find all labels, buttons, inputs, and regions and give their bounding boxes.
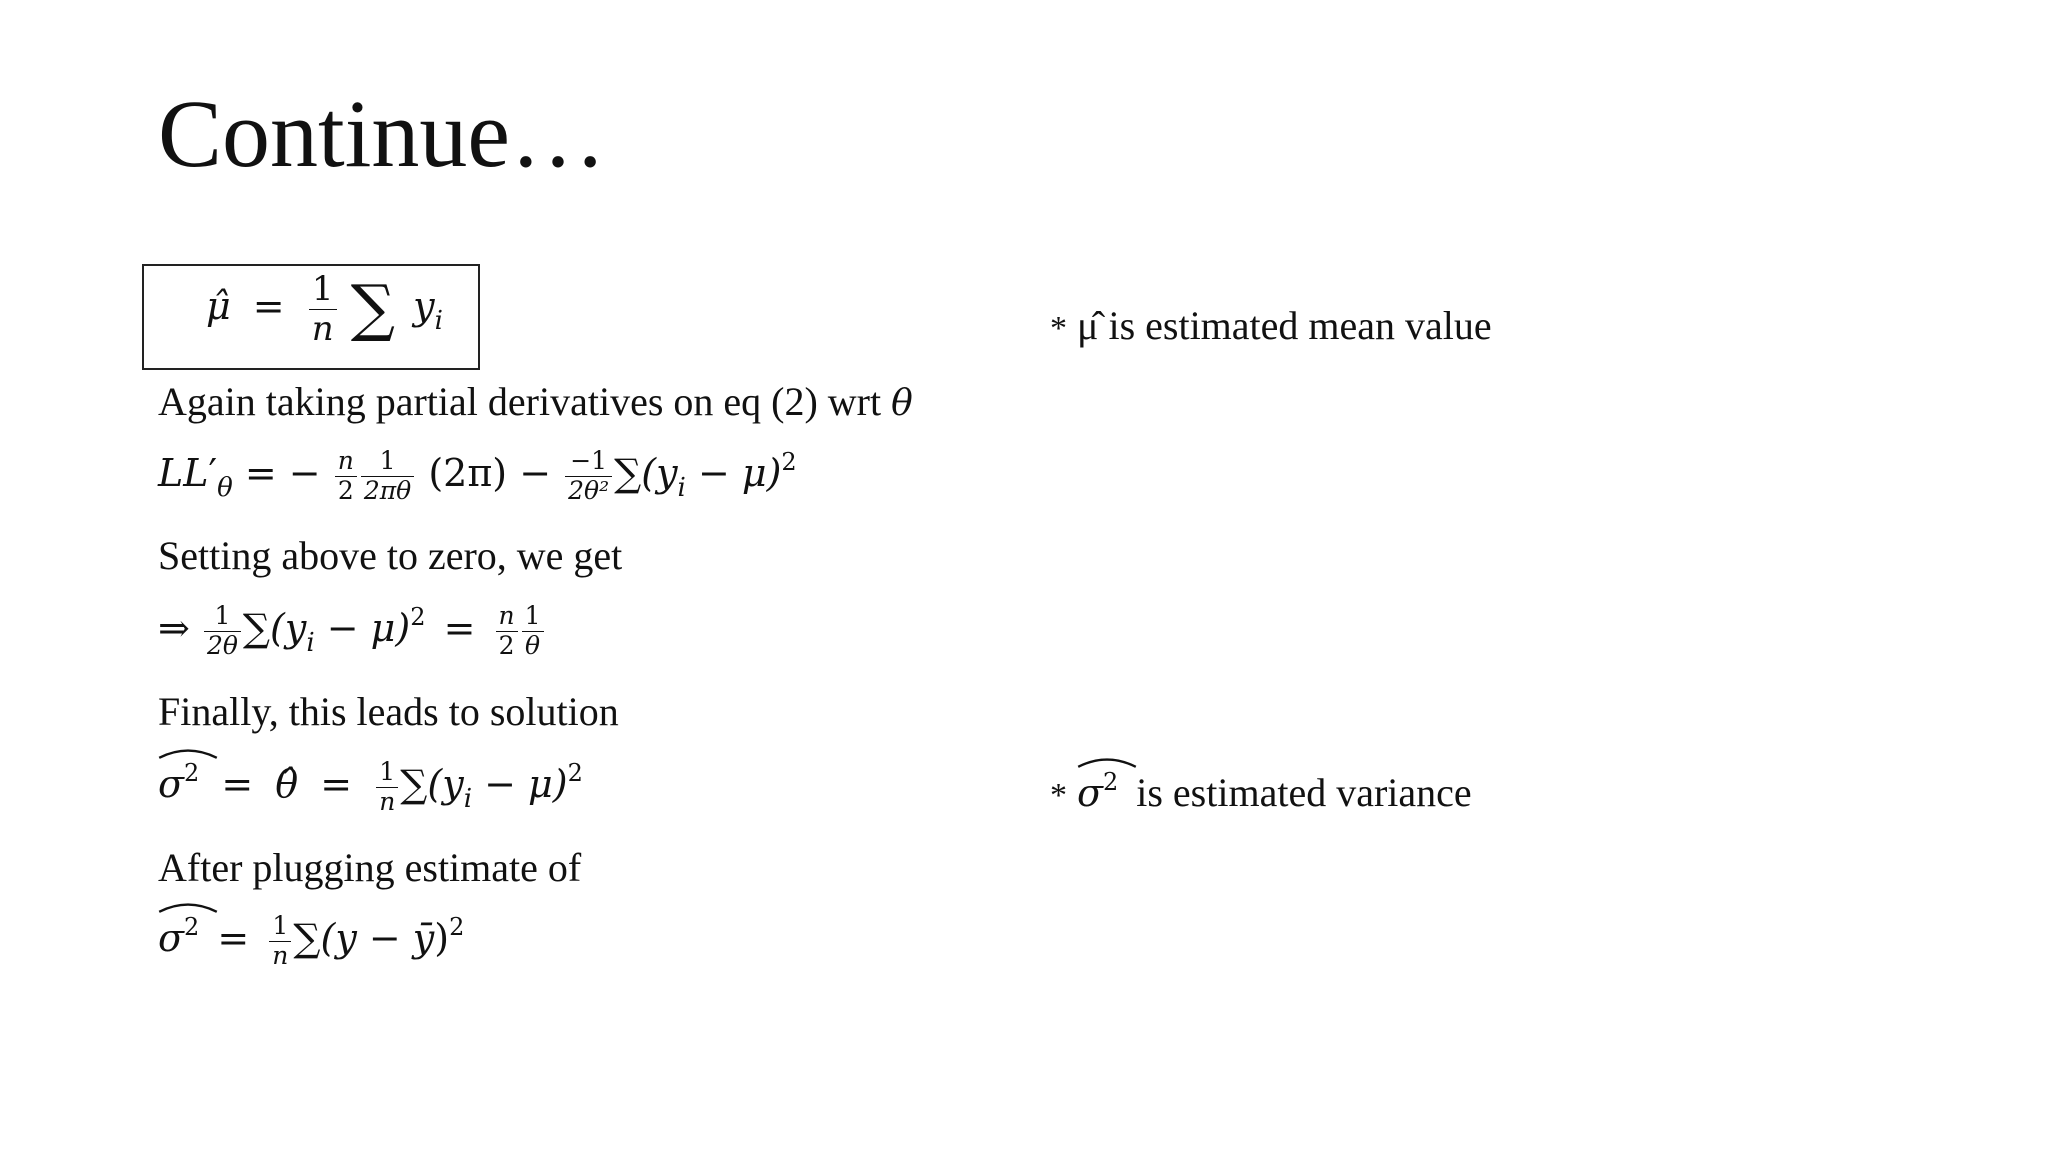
mean-note-text: is estimated mean value (1108, 303, 1492, 348)
fraction-numerator: 1 (522, 602, 544, 632)
theta-hat-symbol: θ̂ (275, 761, 299, 806)
summation-symbol: ∑ (350, 271, 395, 345)
implies-equation (158, 602, 546, 661)
fraction-denominator: n (311, 309, 334, 350)
sum-tail: − μ) (685, 450, 782, 495)
variance-note-text: is estimated variance (1136, 770, 1472, 815)
fraction-denominator: n (272, 940, 289, 970)
fraction-denominator: 2πθ (363, 475, 412, 505)
fraction-numerator: 1 (204, 602, 241, 632)
two-pi-term: (2π) − (428, 450, 552, 495)
fraction-1-over-2theta (204, 602, 241, 661)
equals-minus: = − (244, 450, 321, 495)
fraction-1-over-2pitheta (361, 447, 414, 506)
derivative-intro-text (158, 379, 913, 424)
sum-tail: − μ) (472, 761, 568, 806)
i-subscript: i (306, 627, 315, 658)
power-2: 2 (781, 447, 797, 476)
fraction-neg1-over-2theta2 (565, 447, 612, 506)
note-asterisk: * (1050, 777, 1067, 814)
close-paren: ) (434, 915, 450, 960)
fraction-n-over-2 (496, 602, 518, 661)
equals-sign: = (320, 761, 353, 806)
mean-note (1050, 303, 1492, 348)
fraction-numerator: 1 (269, 912, 291, 942)
setting-zero-text: Setting above to zero, we get (158, 533, 623, 578)
ll-symbol: LL (158, 450, 209, 495)
wide-hat-accent (1077, 756, 1137, 768)
sum-tail: − μ) (314, 605, 411, 650)
wide-hat-accent (158, 747, 218, 759)
fraction-denominator: 2θ² (568, 475, 610, 505)
fraction-1-over-n (269, 912, 291, 971)
power-2: 2 (449, 912, 465, 941)
fraction-numerator: 1 (309, 270, 337, 310)
sigma-symbol: σ (158, 761, 184, 806)
equals-sign: = (252, 284, 285, 329)
fraction-numerator: 1 (376, 758, 398, 788)
fraction-1-over-n (376, 758, 398, 817)
sigma-squared-hat (1077, 768, 1119, 815)
sigma-squared-hat (158, 912, 200, 960)
variance-solution-equation (158, 758, 583, 817)
fraction-denominator: θ (525, 630, 541, 660)
final-variance-equation (158, 912, 464, 971)
y-subscript: i (434, 306, 443, 337)
fraction-n-over-2 (335, 447, 357, 506)
sigma-symbol: σ (1077, 771, 1103, 815)
theta-symbol: θ (891, 383, 913, 424)
plugging-intro-text: After plugging estimate of (158, 845, 582, 890)
mu-hat-equation (206, 270, 443, 349)
fraction-numerator: n (496, 602, 518, 632)
prime-mark: ′ (208, 450, 218, 495)
fraction-numerator: −1 (565, 447, 612, 477)
fraction-numerator: 1 (361, 447, 414, 477)
power-2: 2 (183, 912, 200, 941)
sum-term: ∑(y (242, 605, 307, 650)
wide-hat-accent (158, 901, 218, 913)
i-subscript: i (463, 783, 473, 814)
fraction-denominator: 2 (337, 475, 354, 505)
y-term: y (413, 284, 435, 329)
power-2: 2 (410, 602, 426, 631)
equals-sign: = (443, 605, 476, 650)
theta-subscript: θ (217, 472, 233, 503)
sum-term: ∑(y (614, 450, 678, 495)
power-2: 2 (183, 758, 200, 787)
equals-sign: = (217, 915, 250, 960)
implies-arrow: ⇒ (158, 605, 190, 650)
equals-sign: = (221, 761, 254, 806)
ll-derivative-equation (158, 447, 797, 506)
power-2: 2 (1102, 768, 1119, 796)
solution-intro-text: Finally, this leads to solution (158, 689, 619, 734)
note-asterisk: * (1050, 310, 1067, 347)
derivative-intro-label: Again taking partial derivatives on eq (2) wrt (158, 379, 882, 424)
sum-term: ∑(y − (293, 915, 413, 960)
sum-term: ∑(y (400, 761, 464, 806)
power-2: 2 (567, 758, 583, 787)
fraction-denominator: 2θ (206, 630, 238, 660)
mean-note-symbol: μ̂ (1077, 303, 1099, 348)
variance-note (1050, 770, 1472, 813)
slide-title: Continue… (158, 80, 606, 187)
y-bar-symbol: ȳ (412, 915, 435, 960)
mu-hat-symbol: μ̂ (206, 284, 231, 329)
fraction-denominator: 2 (498, 630, 515, 660)
sigma-symbol: σ (158, 915, 184, 960)
fraction-denominator: n (379, 786, 396, 816)
i-subscript: i (677, 472, 686, 503)
sigma-squared-hat (158, 758, 200, 806)
fraction-1-over-n (309, 270, 337, 349)
fraction-1-over-theta (522, 602, 544, 661)
fraction-numerator: n (335, 447, 357, 477)
